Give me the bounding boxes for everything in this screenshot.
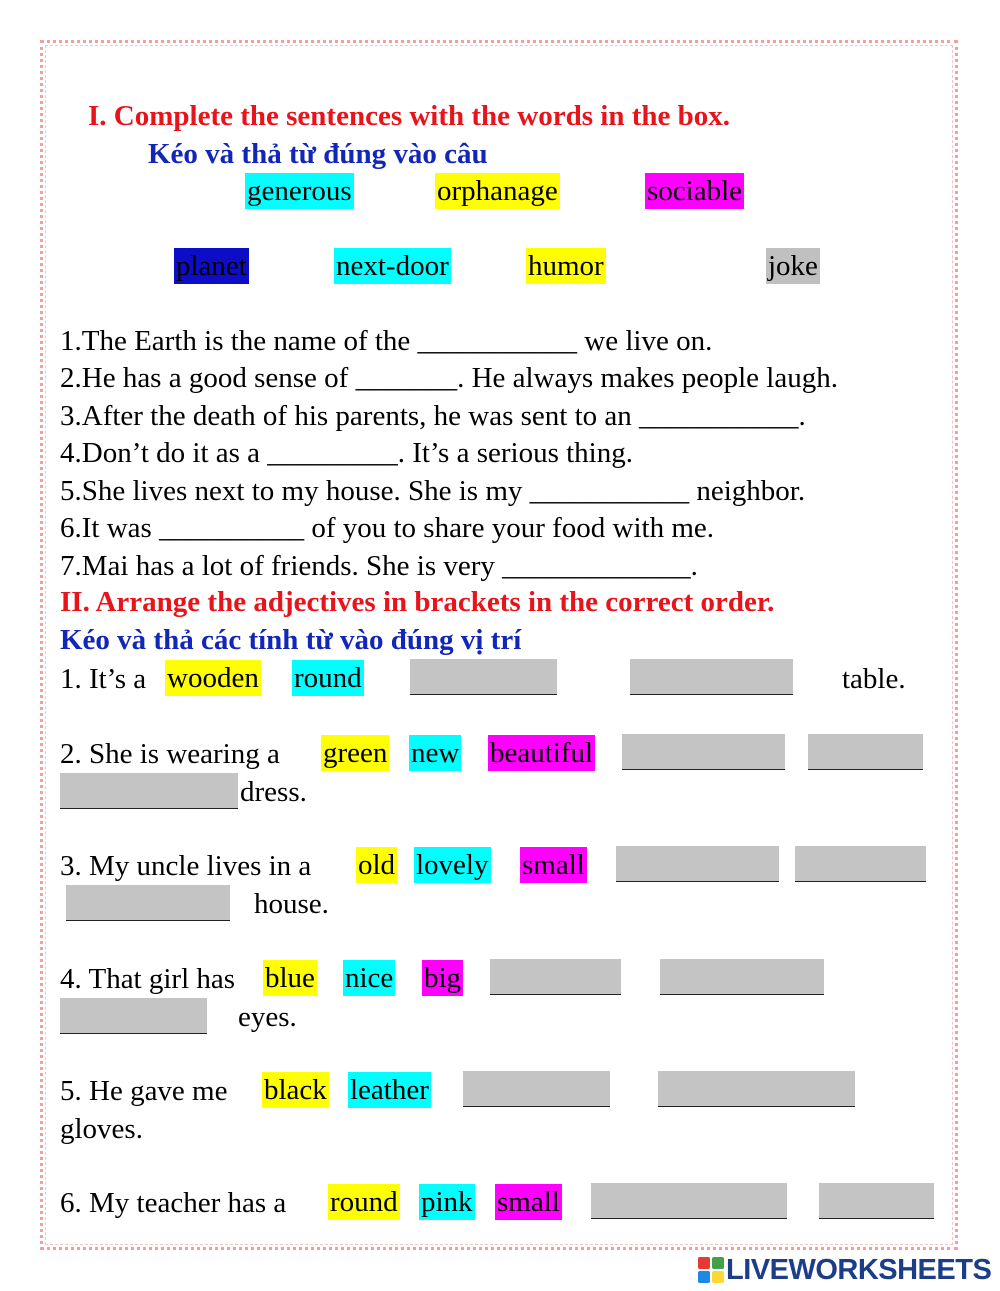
item-6-drop-slot-2[interactable] [819, 1183, 934, 1219]
logo-block-yellow [712, 1271, 724, 1283]
item-5-drop-slot-1[interactable] [463, 1071, 610, 1107]
word-chip-planet[interactable]: planet [176, 250, 247, 282]
item-4-word-blue[interactable]: blue [265, 962, 315, 994]
item-6-prefix: 6. My teacher has a [60, 1187, 287, 1219]
item-3-prefix: 3. My uncle lives in a [60, 850, 312, 882]
item-5-drop-slot-2[interactable] [658, 1071, 855, 1107]
item-6-drop-slot-1[interactable] [591, 1183, 787, 1219]
word-chip-next-door[interactable]: next-door [336, 250, 449, 282]
item-5-word-black[interactable]: black [264, 1074, 327, 1106]
logo-block-red [698, 1257, 710, 1269]
word-chip-humor[interactable]: humor [528, 250, 604, 282]
logo-block-green [712, 1257, 724, 1269]
item-4-suffix: eyes. [238, 1001, 297, 1033]
item-4-drop-slot-2[interactable] [660, 959, 824, 995]
item-3-drop-slot-1[interactable] [616, 846, 779, 882]
sentence-3: 3.After the death of his parents, he was sent to an ___________. [60, 400, 806, 432]
item-1-word-wooden[interactable]: wooden [167, 662, 259, 694]
sentence-6: 6.It was __________ of you to share your food with me. [60, 512, 715, 544]
section1-subtitle: Kéo và thả từ đúng vào câu [148, 138, 488, 170]
item-2-word-green[interactable]: green [323, 737, 388, 769]
liveworksheets-logo[interactable] [698, 1255, 991, 1285]
item-3-suffix: house. [254, 888, 329, 920]
item-4-prefix: 4. That girl has [60, 963, 236, 995]
item-1-word-round[interactable]: round [294, 662, 362, 694]
sentence-5: 5.She lives next to my house. She is my ___________ neighbor. [60, 475, 806, 507]
item-2-prefix: 2. She is wearing a [60, 738, 280, 770]
item-3-word-lovely[interactable]: lovely [416, 849, 489, 881]
item-6-word-small[interactable]: small [497, 1186, 560, 1218]
word-chip-sociable[interactable]: sociable [647, 175, 743, 207]
item-5-prefix: 5. He gave me [60, 1075, 228, 1107]
item-5-word-leather[interactable]: leather [350, 1074, 429, 1106]
item-2-suffix: dress. [240, 776, 307, 808]
section2-title: II. Arrange the adjectives in brackets in the correct order. [60, 586, 775, 618]
item-2-drop-slot-2[interactable] [808, 734, 923, 770]
item-1-prefix: 1. It’s a [60, 663, 147, 695]
item-6-word-pink[interactable]: pink [421, 1186, 473, 1218]
item-2-word-beautiful[interactable]: beautiful [490, 737, 594, 769]
item-1-drop-slot-1[interactable] [410, 659, 557, 695]
sentence-2: 2.He has a good sense of _______. He always makes people laugh. [60, 362, 838, 394]
logo-block-blue [698, 1271, 710, 1283]
item-6-word-round[interactable]: round [330, 1186, 398, 1218]
item-3-drop-slot-2[interactable] [795, 846, 926, 882]
item-4-word-nice[interactable]: nice [345, 962, 394, 994]
section2-subtitle: Kéo và thả các tính từ vào đúng vị trí [60, 624, 522, 656]
item-2-drop-slot-1[interactable] [622, 734, 785, 770]
sentence-1: 1.The Earth is the name of the ___________ we live on. [60, 325, 713, 357]
word-chip-generous[interactable]: generous [247, 175, 352, 207]
item-2-word-new[interactable]: new [411, 737, 460, 769]
word-chip-joke[interactable]: joke [768, 250, 818, 282]
sentence-4: 4.Don’t do it as a _________. It’s a serious thing. [60, 437, 633, 469]
logo-text: LIVEWORKSHEETS [726, 1253, 992, 1286]
item-1-suffix: table. [842, 663, 906, 695]
item-3-word-small[interactable]: small [522, 849, 585, 881]
logo-blocks-icon [698, 1257, 724, 1283]
section1-title: I. Complete the sentences with the words in the box. [88, 100, 730, 132]
item-4-word-big[interactable]: big [424, 962, 462, 994]
sentence-7: 7.Mai has a lot of friends. She is very _____________. [60, 550, 698, 582]
word-chip-orphanage[interactable]: orphanage [437, 175, 558, 207]
item-1-drop-slot-2[interactable] [630, 659, 793, 695]
item-3-drop-slot-3[interactable] [66, 885, 230, 921]
item-4-drop-slot-1[interactable] [490, 959, 621, 995]
item-5-suffix: gloves. [60, 1113, 143, 1145]
item-3-word-old[interactable]: old [358, 849, 396, 881]
item-4-drop-slot-3[interactable] [60, 998, 207, 1034]
item-2-drop-slot-3[interactable] [60, 773, 238, 809]
